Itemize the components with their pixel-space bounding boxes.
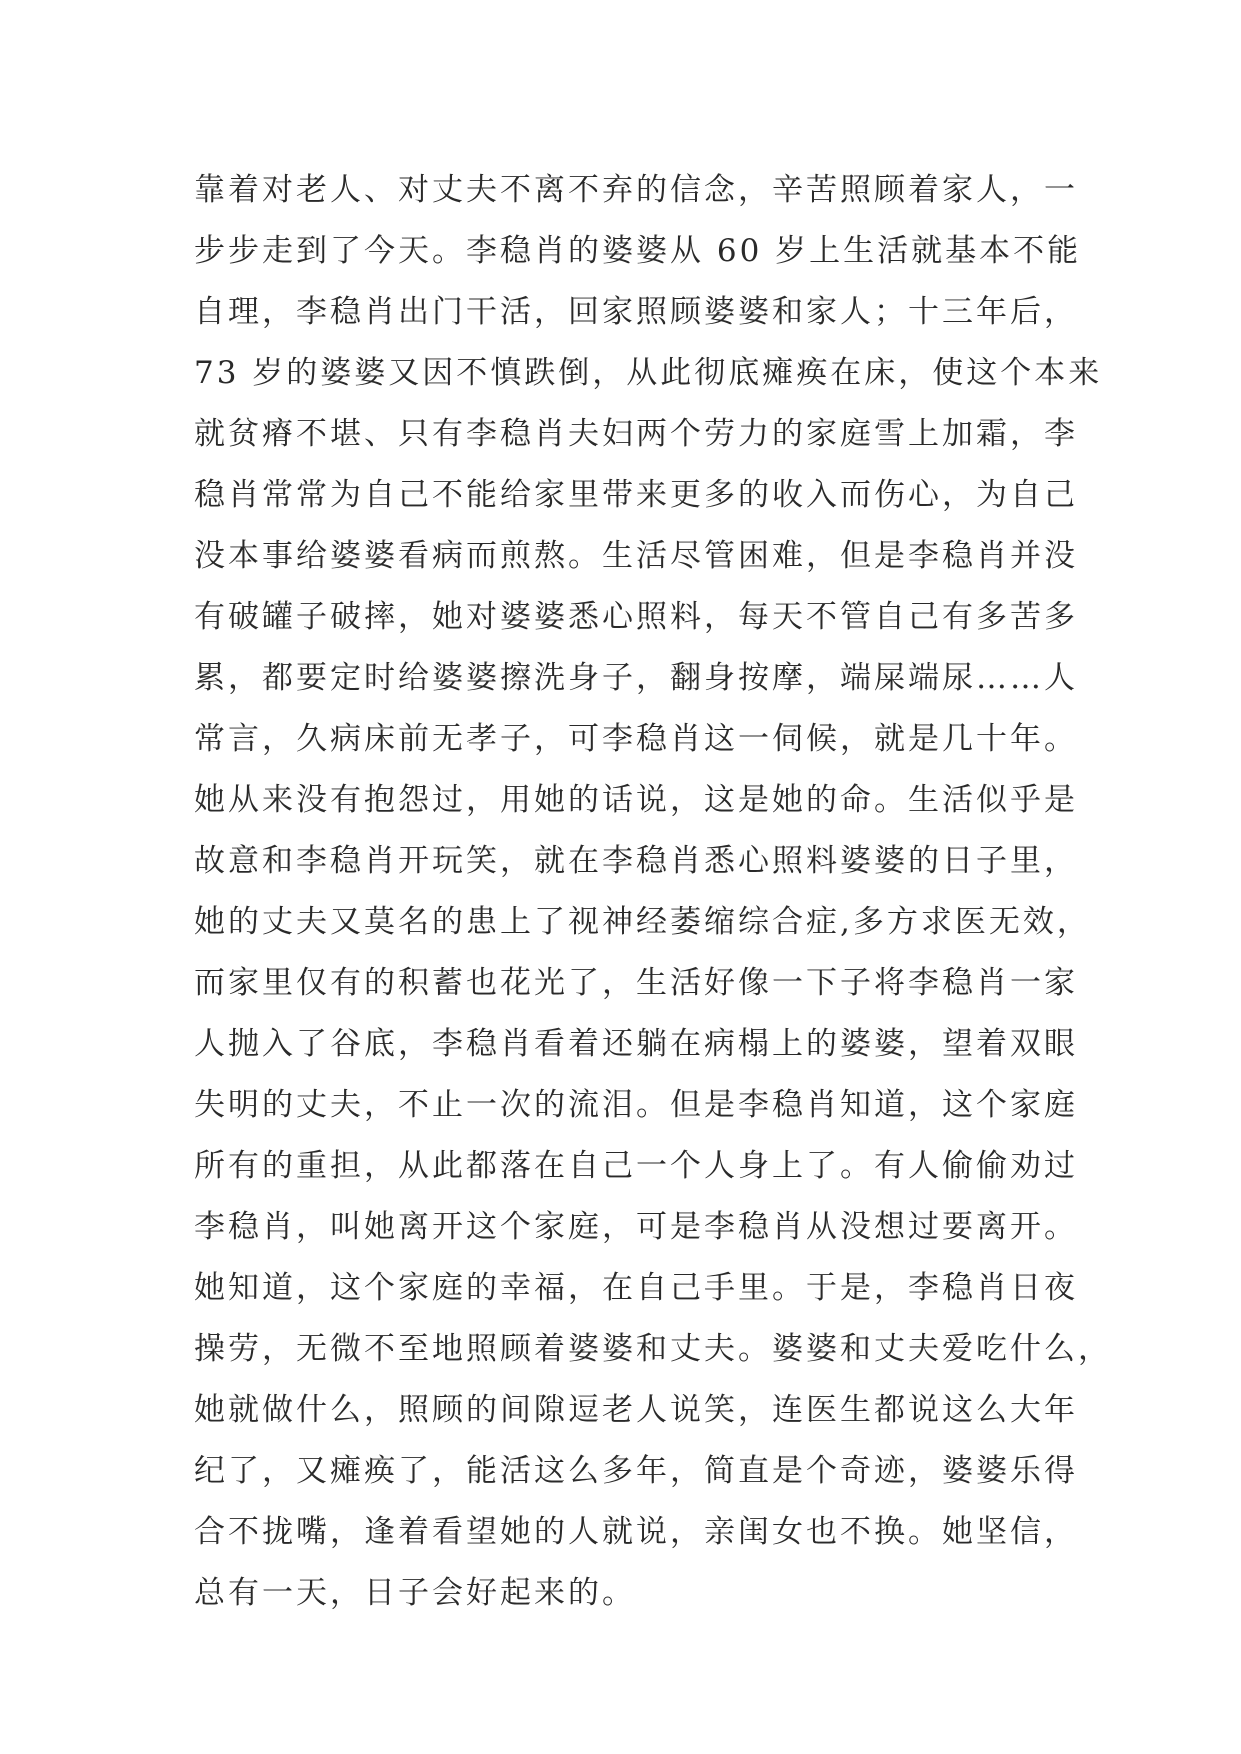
text-line: 纪了，又瘫痪了，能活这么多年，简直是个奇迹，婆婆乐得 — [194, 1453, 1078, 1489]
text-line: 她的丈夫又莫名的患上了视神经萎缩综合症,多方求医无效， — [194, 904, 1091, 940]
text-line: 靠着对老人、对丈夫不离不弃的信念，辛苦照顾着家人，一 — [194, 172, 1078, 208]
text-line: 常言，久病床前无孝子，可李稳肖这一伺候，就是几十年。 — [194, 721, 1078, 757]
text-line: 总有一天，日子会好起来的。 — [194, 1575, 636, 1611]
text-line: 所有的重担，从此都落在自己一个人身上了。有人偷偷劝过 — [194, 1148, 1078, 1184]
text-line: 她就做什么，照顾的间隙逗老人说笑，连医生都说这么大年 — [194, 1392, 1078, 1428]
text-line: 稳肖常常为自己不能给家里带来更多的收入而伤心，为自己 — [194, 477, 1078, 513]
text-line: 操劳，无微不至地照顾着婆婆和丈夫。婆婆和丈夫爱吃什么， — [194, 1331, 1112, 1367]
text-line: 她从来没有抱怨过，用她的话说，这是她的命。生活似乎是 — [194, 782, 1078, 818]
text-line: 有破罐子破摔，她对婆婆悉心照料，每天不管自己有多苦多 — [194, 599, 1078, 635]
text-line: 失明的丈夫，不止一次的流泪。但是李稳肖知道，这个家庭 — [194, 1087, 1078, 1123]
text-line: 故意和李稳肖开玩笑，就在李稳肖悉心照料婆婆的日子里， — [194, 843, 1078, 879]
text-line: 李稳肖，叫她离开这个家庭，可是李稳肖从没想过要离开。 — [194, 1209, 1078, 1245]
text-line: 合不拢嘴，逢着看望她的人就说，亲闺女也不换。她坚信， — [194, 1514, 1078, 1550]
text-line: 步步走到了今天。李稳肖的婆婆从 60 岁上生活就基本不能 — [194, 233, 1082, 269]
text-line: 人抛入了谷底，李稳肖看着还躺在病榻上的婆婆，望着双眼 — [194, 1026, 1078, 1062]
text-line: 她知道，这个家庭的幸福，在自己手里。于是，李稳肖日夜 — [194, 1270, 1078, 1306]
text-line: 累，都要定时给婆婆擦洗身子，翻身按摩，端屎端尿……人 — [194, 660, 1078, 696]
body-text — [194, 160, 1112, 1624]
text-line: 没本事给婆婆看病而煎熬。生活尽管困难，但是李稳肖并没 — [194, 538, 1078, 574]
text-line: 而家里仅有的积蓄也花光了，生活好像一下子将李稳肖一家 — [194, 965, 1078, 1001]
text-line: 就贫瘠不堪、只有李稳肖夫妇两个劳力的家庭雪上加霜，李 — [194, 416, 1078, 452]
text-line: 自理，李稳肖出门干活，回家照顾婆婆和家人；十三年后， — [194, 294, 1078, 330]
text-line: 73 岁的婆婆又因不慎跌倒，从此彻底瘫痪在床，使这个本来 — [194, 355, 1103, 391]
